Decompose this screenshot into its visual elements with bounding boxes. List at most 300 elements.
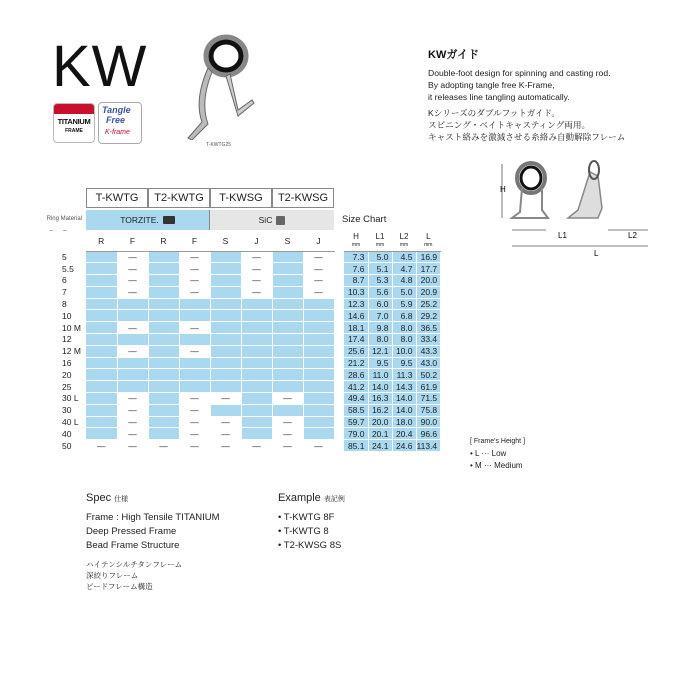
kframe-logo-text: K-frame [105, 129, 130, 136]
dimension-value: 6.0 [368, 298, 392, 310]
availability-cell: — [210, 428, 241, 440]
availability-cell: — [241, 251, 272, 263]
availability-cell [86, 357, 117, 369]
availability-cell [148, 275, 179, 287]
desc-jp-3: キャスト絡みを激減させる糸絡み自動解除フレーム [428, 132, 626, 142]
availability-cell [210, 334, 241, 346]
dimension-value: 41.2 [344, 381, 368, 393]
availability-cell [272, 334, 303, 346]
dimension-value: 9.8 [368, 322, 392, 334]
example-3: • T2-KWSG 8S [278, 540, 342, 551]
availability-cell [303, 428, 334, 440]
dimension-value: 17.4 [344, 334, 368, 346]
dimension-value: 6.8 [392, 310, 416, 322]
dimension-value: 4.8 [392, 275, 416, 287]
availability-cell [117, 381, 148, 393]
dimension-value: 9.5 [392, 357, 416, 369]
ring-size: 40 [46, 428, 86, 440]
spec-en-2: Deep Pressed Frame [86, 526, 177, 537]
availability-cell: — [117, 404, 148, 416]
availability-cell: — [117, 416, 148, 428]
availability-cell [86, 334, 117, 346]
availability-cell: — [117, 428, 148, 440]
spec-heading: Spec [86, 492, 112, 504]
table-row [46, 404, 441, 416]
ring-type-6: S [272, 231, 303, 251]
table-row [46, 334, 441, 346]
dimension-value: 28.6 [344, 369, 368, 381]
dimension-value: 8.7 [344, 275, 368, 287]
ring-size: 6 [46, 275, 86, 287]
table-row [46, 275, 441, 287]
availability-cell [272, 345, 303, 357]
dimension-value: 7.6 [344, 263, 368, 275]
availability-cell: — [272, 416, 303, 428]
availability-cell [210, 381, 241, 393]
frame-logo-text: FRAME [65, 128, 83, 134]
availability-cell [86, 428, 117, 440]
guide-caption: T-KWTG25 [206, 142, 232, 148]
availability-cell [148, 357, 179, 369]
description-heading: KWガイド [428, 49, 479, 61]
ring-type-7: J [303, 231, 334, 251]
availability-cell: — [241, 440, 272, 452]
availability-cell [117, 357, 148, 369]
availability-cell [303, 404, 334, 416]
dimension-value: 17.7 [416, 263, 441, 275]
diagram-l-label: L [594, 249, 599, 258]
size-table [46, 231, 441, 452]
availability-cell [148, 251, 179, 263]
availability-cell [272, 251, 303, 263]
frame-height-title: [ Frame's Height ] [470, 438, 526, 445]
availability-cell [241, 345, 272, 357]
spec-heading-jp: 仕様 [114, 496, 129, 503]
dimension-value: 49.4 [344, 393, 368, 405]
ring-size: 8 [46, 298, 86, 310]
availability-cell [148, 381, 179, 393]
ring-type-4: S [210, 231, 241, 251]
availability-cell [272, 357, 303, 369]
availability-cell: — [179, 345, 210, 357]
availability-cell: — [148, 440, 179, 452]
dimension-value: 33.4 [416, 334, 441, 346]
dimension-value: 8.0 [368, 334, 392, 346]
diagram-h-label: H [500, 185, 506, 194]
availability-cell [241, 428, 272, 440]
availability-cell [241, 416, 272, 428]
availability-cell: — [117, 345, 148, 357]
dimension-value: 16.2 [368, 404, 392, 416]
dimension-value: 90.0 [416, 416, 441, 428]
availability-cell: — [117, 275, 148, 287]
dimension-value: 5.0 [368, 251, 392, 263]
example-heading-jp: 表記例 [323, 496, 345, 503]
availability-cell [303, 298, 334, 310]
dimension-value: 75.8 [416, 404, 441, 416]
dimension-value: 25.2 [416, 298, 441, 310]
titanium-logo-text: TITANIUM [57, 117, 91, 126]
dimension-value: 12.3 [344, 298, 368, 310]
dimension-value: 11.0 [368, 369, 392, 381]
dim-header-key: L [426, 231, 431, 241]
dim-header-2 [392, 231, 416, 251]
ring-type-2: R [148, 231, 179, 251]
example-heading: Example [278, 492, 321, 504]
dimension-value: 4.5 [392, 251, 416, 263]
spec-jp-2: 深絞りフレーム [86, 571, 139, 580]
dimension-value: 5.0 [392, 286, 416, 298]
availability-cell: — [272, 440, 303, 452]
availability-cell [117, 310, 148, 322]
availability-cell [179, 381, 210, 393]
frame-height-medium: • M ··· Medium [470, 461, 523, 470]
dimension-value: 24.6 [392, 440, 416, 452]
availability-cell: — [86, 440, 117, 452]
table-row [46, 393, 441, 405]
availability-cell: — [117, 251, 148, 263]
dimension-value: 25.6 [344, 345, 368, 357]
availability-cell [148, 416, 179, 428]
table-row [46, 357, 441, 369]
availability-cell: — [303, 440, 334, 452]
availability-cell: — [272, 393, 303, 405]
ring-size: 12 [46, 334, 86, 346]
availability-cell: — [210, 393, 241, 405]
availability-cell [241, 334, 272, 346]
dimension-value: 8.0 [392, 322, 416, 334]
availability-cell: — [179, 275, 210, 287]
dim-header-unit: mm [424, 241, 433, 248]
spec-section [86, 492, 220, 592]
availability-cell: — [117, 286, 148, 298]
availability-cell [148, 404, 179, 416]
availability-cell [272, 298, 303, 310]
table-row [46, 440, 441, 452]
spec-jp-3: ビードフレーム構造 [86, 582, 153, 591]
tangle-free-logo [98, 102, 142, 144]
availability-cell: — [117, 322, 148, 334]
dimension-value: 50.2 [416, 369, 441, 381]
table-row [46, 369, 441, 381]
availability-cell: — [210, 416, 241, 428]
desc-jp-2: スピニング・ベイトキャスティング両用。 [428, 120, 591, 130]
availability-cell [86, 404, 117, 416]
table-row [46, 310, 441, 322]
ring-size: 25 [46, 381, 86, 393]
material-row [86, 210, 334, 230]
availability-cell [241, 369, 272, 381]
ring-size: 12 M [46, 345, 86, 357]
dim-header-unit: mm [399, 241, 409, 248]
dimension-value: 5.9 [392, 298, 416, 310]
table-row [46, 251, 441, 263]
dimension-value: 12.1 [368, 345, 392, 357]
dimension-value: 7.0 [368, 310, 392, 322]
availability-cell [303, 310, 334, 322]
torzite-material [86, 210, 210, 230]
example-2: • T-KWTG 8 [278, 526, 329, 537]
availability-cell [272, 286, 303, 298]
sic-material [210, 210, 334, 230]
availability-cell: — [179, 393, 210, 405]
dimension-value: 85.1 [344, 440, 368, 452]
dim-header-key: H [353, 231, 359, 241]
ring-size: 30 L [46, 393, 86, 405]
availability-cell [303, 345, 334, 357]
availability-cell [241, 322, 272, 334]
dim-header-3 [416, 231, 441, 251]
dimension-value: 10.0 [392, 345, 416, 357]
availability-cell [210, 357, 241, 369]
dimension-value: 43.3 [416, 345, 441, 357]
availability-cell [210, 322, 241, 334]
diagram-l2-label: L2 [628, 231, 637, 240]
ring-material-label: Ring Material [46, 216, 82, 222]
dim-header-key: L2 [399, 231, 409, 241]
dimension-value: 24.1 [368, 440, 392, 452]
availability-cell [148, 310, 179, 322]
availability-cell [179, 369, 210, 381]
model-t-kwsg: T-KWSG [210, 188, 272, 208]
availability-cell [117, 298, 148, 310]
dimension-value: 18.0 [392, 416, 416, 428]
availability-cell [272, 310, 303, 322]
availability-cell [117, 334, 148, 346]
availability-cell [86, 275, 117, 287]
titanium-frame-logo [53, 103, 95, 143]
availability-cell: — [303, 286, 334, 298]
table-row [46, 416, 441, 428]
table-row [46, 263, 441, 275]
availability-cell [148, 369, 179, 381]
table-row [46, 381, 441, 393]
torzite-label: TORZITE. [120, 215, 159, 225]
availability-cell [86, 310, 117, 322]
model-t2-kwtg: T2-KWTG [148, 188, 210, 208]
dimension-value: 59.7 [344, 416, 368, 428]
availability-cell [179, 334, 210, 346]
table-row [46, 345, 441, 357]
availability-cell: — [241, 263, 272, 275]
dimension-value: 8.0 [392, 334, 416, 346]
availability-cell [179, 298, 210, 310]
ring-size: 40 L [46, 416, 86, 428]
tangle-logo-text: Tangle [102, 105, 131, 115]
availability-cell: — [210, 440, 241, 452]
availability-cell [86, 416, 117, 428]
spec-jp-1: ハイテンシルチタンフレーム [86, 560, 183, 569]
dim-header-1 [368, 231, 392, 251]
sic-label: SiC [258, 215, 273, 225]
availability-cell [210, 263, 241, 275]
availability-cell: — [303, 275, 334, 287]
availability-cell [86, 263, 117, 275]
dimension-value: 43.0 [416, 357, 441, 369]
dimension-diagram [498, 152, 678, 262]
ring-size: 16 [46, 357, 86, 369]
dimension-value: 10.3 [344, 286, 368, 298]
ring-size: 30 [46, 404, 86, 416]
availability-cell [241, 381, 272, 393]
ring-type-0: R [86, 231, 117, 251]
availability-cell [210, 275, 241, 287]
dim-header-unit: mm [375, 241, 385, 248]
table-row [46, 428, 441, 440]
ring-size: 7 [46, 286, 86, 298]
availability-cell [303, 393, 334, 405]
availability-cell: — [117, 263, 148, 275]
availability-cell [272, 381, 303, 393]
availability-cell [272, 263, 303, 275]
availability-cell [272, 404, 303, 416]
dimension-value: 5.3 [368, 275, 392, 287]
dimension-value: 20.1 [368, 428, 392, 440]
availability-cell [241, 298, 272, 310]
availability-cell: — [179, 428, 210, 440]
sic-swatch-icon [276, 216, 285, 225]
availability-cell [210, 251, 241, 263]
availability-cell [303, 357, 334, 369]
availability-cell [272, 322, 303, 334]
ring-type-3: F [179, 231, 210, 251]
dimension-value: 14.6 [344, 310, 368, 322]
table-row [46, 286, 441, 298]
availability-cell [148, 322, 179, 334]
dimension-value: 16.9 [416, 251, 441, 263]
table-row [46, 322, 441, 334]
dim-header-key: L1 [375, 231, 385, 241]
diagram-l1-label: L1 [558, 231, 567, 240]
availability-cell: — [117, 440, 148, 452]
spec-en-3: Bead Frame Structure [86, 540, 180, 551]
availability-cell [303, 322, 334, 334]
model-t-kwtg: T-KWTG [86, 188, 148, 208]
availability-cell [303, 369, 334, 381]
availability-cell [86, 393, 117, 405]
torzite-swatch-icon [163, 216, 175, 224]
ring-size: 10 M [46, 322, 86, 334]
dimension-value: 18.1 [344, 322, 368, 334]
availability-cell [241, 404, 272, 416]
availability-cell: — [179, 263, 210, 275]
availability-cell [86, 369, 117, 381]
desc-en-3: it releases line tangling automatically. [428, 92, 570, 102]
dimension-value: 20.0 [368, 416, 392, 428]
availability-cell [210, 286, 241, 298]
availability-cell [86, 298, 117, 310]
availability-cell: — [272, 428, 303, 440]
availability-cell [148, 345, 179, 357]
availability-cell [86, 286, 117, 298]
dimension-value: 20.0 [416, 275, 441, 287]
availability-cell [303, 334, 334, 346]
description [428, 46, 688, 143]
availability-cell [210, 298, 241, 310]
availability-cell: — [303, 263, 334, 275]
availability-cell: — [179, 416, 210, 428]
dimension-value: 7.3 [344, 251, 368, 263]
availability-cell [272, 275, 303, 287]
example-section [278, 492, 345, 553]
availability-cell [86, 322, 117, 334]
desc-jp-1: Kシリーズのダブルフットガイド。 [428, 108, 560, 118]
availability-cell [86, 381, 117, 393]
dimension-value: 16.3 [368, 393, 392, 405]
spec-en-1: Frame : High Tensile TITANIUM [86, 512, 220, 523]
desc-en-1: Double-foot design for spinning and casting rod. [428, 68, 611, 78]
frame-height-legend [470, 436, 525, 472]
ring-size: 50 [46, 440, 86, 452]
dim-header-0 [344, 231, 368, 251]
availability-cell [241, 310, 272, 322]
availability-cell: — [179, 286, 210, 298]
ring-type-1: F [117, 231, 148, 251]
dimension-value: 36.5 [416, 322, 441, 334]
availability-cell [241, 357, 272, 369]
dimension-value: 21.2 [344, 357, 368, 369]
availability-cell [303, 416, 334, 428]
availability-cell: — [117, 393, 148, 405]
frame-height-low: • L ··· Low [470, 449, 507, 458]
availability-cell: — [179, 440, 210, 452]
dimension-value: 14.0 [368, 381, 392, 393]
dimension-value: 29.2 [416, 310, 441, 322]
guide-product-image [178, 30, 258, 140]
size-chart-label: Size Chart [342, 214, 387, 225]
dimension-value: 5.6 [368, 286, 392, 298]
dimension-value: 71.5 [416, 393, 441, 405]
availability-cell: — [179, 322, 210, 334]
dimension-value: 4.7 [392, 263, 416, 275]
dimension-value: 14.0 [392, 404, 416, 416]
ring-size: 10 [46, 310, 86, 322]
availability-cell [148, 428, 179, 440]
availability-cell: — [179, 251, 210, 263]
availability-cell [241, 393, 272, 405]
dimension-value: 14.0 [392, 393, 416, 405]
dimension-value: 79.0 [344, 428, 368, 440]
dimension-value: 11.3 [392, 369, 416, 381]
dimension-value: 20.9 [416, 286, 441, 298]
ring-size: 20 [46, 369, 86, 381]
availability-cell [179, 310, 210, 322]
availability-cell [86, 345, 117, 357]
availability-cell: — [303, 251, 334, 263]
dim-header-unit: mm [351, 241, 361, 248]
model-t2-kwsg: T2-KWSG [272, 188, 334, 208]
free-logo-text: Free [106, 115, 126, 125]
model-header [86, 188, 334, 208]
ring-size: 5 [46, 251, 86, 263]
dimension-value: 14.3 [392, 381, 416, 393]
availability-cell [148, 263, 179, 275]
page-title: KW [52, 34, 148, 99]
ring-type-5: J [241, 231, 272, 251]
availability-cell [272, 369, 303, 381]
dimension-value: 113.4 [416, 440, 441, 452]
example-1: • T-KWTG 8F [278, 512, 335, 523]
availability-cell: — [241, 286, 272, 298]
ring-size: 5.5 [46, 263, 86, 275]
availability-cell [210, 345, 241, 357]
availability-cell: — [179, 404, 210, 416]
availability-cell [148, 334, 179, 346]
availability-cell [210, 369, 241, 381]
dimension-value: 61.9 [416, 381, 441, 393]
availability-cell [148, 286, 179, 298]
dimension-value: 20.4 [392, 428, 416, 440]
